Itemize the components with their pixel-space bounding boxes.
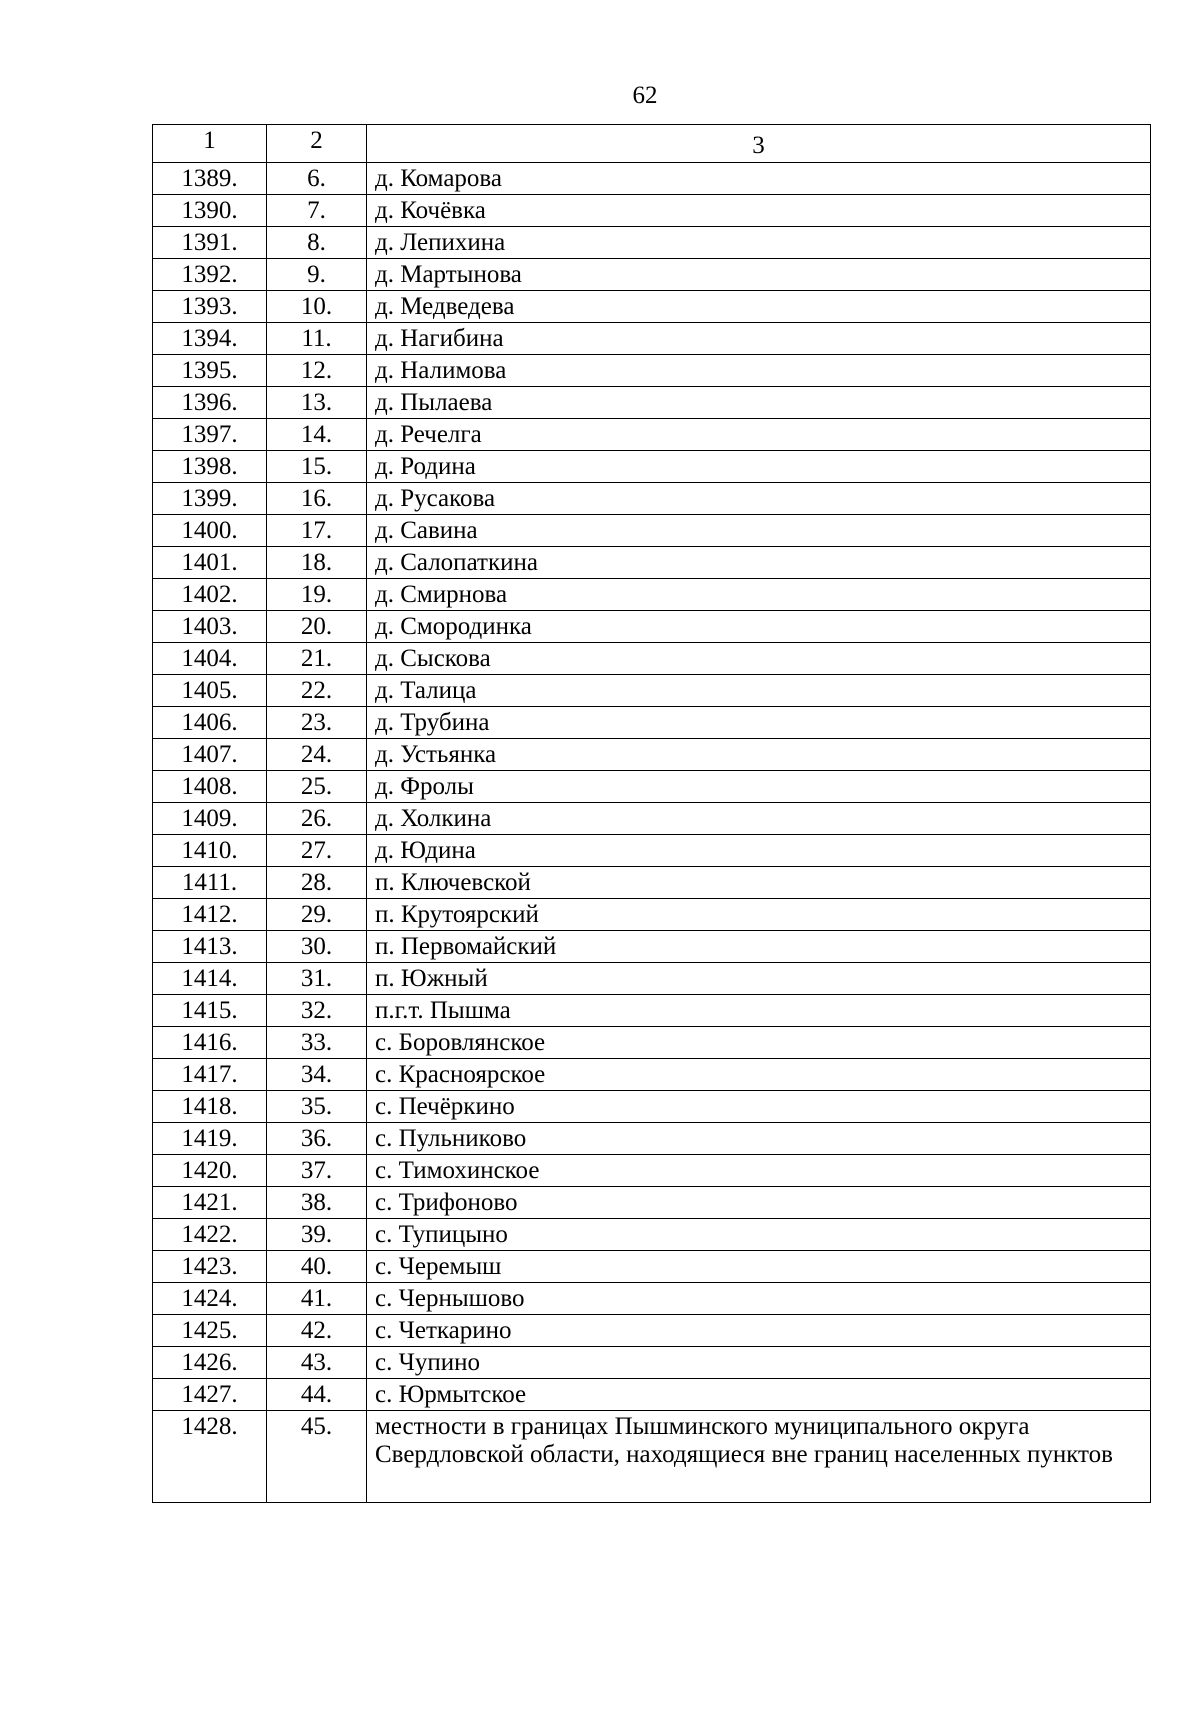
row-index-cell: 1390. bbox=[153, 195, 267, 227]
row-number-cell: 41. bbox=[267, 1283, 367, 1315]
locality-name-cell: с. Боровлянское bbox=[367, 1027, 1151, 1059]
table-row bbox=[153, 611, 1151, 643]
row-index-cell: 1395. bbox=[153, 355, 267, 387]
table-row bbox=[153, 931, 1151, 963]
row-number-cell: 16. bbox=[267, 483, 367, 515]
row-number-cell: 38. bbox=[267, 1187, 367, 1219]
row-number-cell: 19. bbox=[267, 579, 367, 611]
table-row bbox=[153, 707, 1151, 739]
row-index-cell: 1425. bbox=[153, 1315, 267, 1347]
row-number-cell: 36. bbox=[267, 1123, 367, 1155]
row-number-cell: 7. bbox=[267, 195, 367, 227]
locality-name-cell: с. Трифоново bbox=[367, 1187, 1151, 1219]
table-row bbox=[153, 1219, 1151, 1251]
table-row bbox=[153, 195, 1151, 227]
locality-name-cell: с. Пульниково bbox=[367, 1123, 1151, 1155]
table-row bbox=[153, 1091, 1151, 1123]
row-number-cell: 13. bbox=[267, 387, 367, 419]
row-number-cell: 27. bbox=[267, 835, 367, 867]
locality-name-cell: д. Комарова bbox=[367, 163, 1151, 195]
header-cell-1: 1 bbox=[153, 125, 267, 163]
row-index-cell: 1410. bbox=[153, 835, 267, 867]
locality-name-cell: д. Холкина bbox=[367, 803, 1151, 835]
row-index-cell: 1393. bbox=[153, 291, 267, 323]
row-index-cell: 1409. bbox=[153, 803, 267, 835]
table-row bbox=[153, 291, 1151, 323]
table-row bbox=[153, 643, 1151, 675]
locality-name-cell: д. Талица bbox=[367, 675, 1151, 707]
locality-name-cell: п. Ключевской bbox=[367, 867, 1151, 899]
table-row bbox=[153, 387, 1151, 419]
row-index-cell: 1411. bbox=[153, 867, 267, 899]
locality-name-cell: с. Четкарино bbox=[367, 1315, 1151, 1347]
table-row bbox=[153, 1283, 1151, 1315]
row-index-cell: 1407. bbox=[153, 739, 267, 771]
row-number-cell: 29. bbox=[267, 899, 367, 931]
row-index-cell: 1414. bbox=[153, 963, 267, 995]
table-row bbox=[153, 451, 1151, 483]
table-row bbox=[153, 1379, 1151, 1411]
row-number-cell: 11. bbox=[267, 323, 367, 355]
row-index-cell: 1391. bbox=[153, 227, 267, 259]
row-number-cell: 30. bbox=[267, 931, 367, 963]
row-index-cell: 1416. bbox=[153, 1027, 267, 1059]
locality-name-cell: д. Речелга bbox=[367, 419, 1151, 451]
row-index-cell: 1408. bbox=[153, 771, 267, 803]
locality-name-cell: д. Мартынова bbox=[367, 259, 1151, 291]
locality-name-cell: д. Салопаткина bbox=[367, 547, 1151, 579]
row-index-cell: 1392. bbox=[153, 259, 267, 291]
row-index-cell: 1428. bbox=[153, 1411, 267, 1503]
row-number-cell: 37. bbox=[267, 1155, 367, 1187]
locality-name-cell: д. Устьянка bbox=[367, 739, 1151, 771]
table-row bbox=[153, 803, 1151, 835]
table-row bbox=[153, 1315, 1151, 1347]
table-header-row bbox=[153, 125, 1151, 163]
row-index-cell: 1418. bbox=[153, 1091, 267, 1123]
locality-name-cell: д. Медведева bbox=[367, 291, 1151, 323]
row-number-cell: 33. bbox=[267, 1027, 367, 1059]
locality-name-cell: д. Савина bbox=[367, 515, 1151, 547]
row-number-cell: 24. bbox=[267, 739, 367, 771]
table-row bbox=[153, 1251, 1151, 1283]
locality-name-cell: с. Печёркино bbox=[367, 1091, 1151, 1123]
row-index-cell: 1424. bbox=[153, 1283, 267, 1315]
locality-name-cell: п. Южный bbox=[367, 963, 1151, 995]
locality-name-cell: п. Первомайский bbox=[367, 931, 1151, 963]
row-number-cell: 9. bbox=[267, 259, 367, 291]
row-number-cell: 23. bbox=[267, 707, 367, 739]
row-index-cell: 1413. bbox=[153, 931, 267, 963]
locality-name-cell: с. Черемыш bbox=[367, 1251, 1151, 1283]
row-index-cell: 1400. bbox=[153, 515, 267, 547]
table-row bbox=[153, 579, 1151, 611]
table-row bbox=[153, 995, 1151, 1027]
row-number-cell: 15. bbox=[267, 451, 367, 483]
header-cell-3: 3 bbox=[367, 125, 1151, 163]
row-index-cell: 1422. bbox=[153, 1219, 267, 1251]
row-number-cell: 44. bbox=[267, 1379, 367, 1411]
locality-name-cell: с. Юрмытское bbox=[367, 1379, 1151, 1411]
row-number-cell: 22. bbox=[267, 675, 367, 707]
row-index-cell: 1402. bbox=[153, 579, 267, 611]
table-row bbox=[153, 739, 1151, 771]
header-cell-2: 2 bbox=[267, 125, 367, 163]
row-index-cell: 1397. bbox=[153, 419, 267, 451]
locality-name-cell: д. Смородинка bbox=[367, 611, 1151, 643]
table-row bbox=[153, 1059, 1151, 1091]
locality-name-cell: п. Крутоярский bbox=[367, 899, 1151, 931]
row-index-cell: 1423. bbox=[153, 1251, 267, 1283]
locality-name-cell: с. Красноярское bbox=[367, 1059, 1151, 1091]
row-index-cell: 1389. bbox=[153, 163, 267, 195]
row-index-cell: 1426. bbox=[153, 1347, 267, 1379]
row-index-cell: 1427. bbox=[153, 1379, 267, 1411]
table-row bbox=[153, 515, 1151, 547]
table-row bbox=[153, 323, 1151, 355]
row-index-cell: 1417. bbox=[153, 1059, 267, 1091]
table-row bbox=[153, 899, 1151, 931]
row-number-cell: 39. bbox=[267, 1219, 367, 1251]
row-index-cell: 1405. bbox=[153, 675, 267, 707]
locality-name-cell: д. Юдина bbox=[367, 835, 1151, 867]
locality-name-cell: с. Тимохинское bbox=[367, 1155, 1151, 1187]
row-number-cell: 34. bbox=[267, 1059, 367, 1091]
table-row bbox=[153, 867, 1151, 899]
row-number-cell: 12. bbox=[267, 355, 367, 387]
table-row bbox=[153, 163, 1151, 195]
locality-name-cell: д. Пылаева bbox=[367, 387, 1151, 419]
row-number-cell: 25. bbox=[267, 771, 367, 803]
row-number-cell: 43. bbox=[267, 1347, 367, 1379]
locality-name-cell: с. Чупино bbox=[367, 1347, 1151, 1379]
row-number-cell: 42. bbox=[267, 1315, 367, 1347]
table-row bbox=[153, 1027, 1151, 1059]
row-number-cell: 21. bbox=[267, 643, 367, 675]
row-number-cell: 31. bbox=[267, 963, 367, 995]
table-row bbox=[153, 1123, 1151, 1155]
row-index-cell: 1420. bbox=[153, 1155, 267, 1187]
row-number-cell: 28. bbox=[267, 867, 367, 899]
locality-name-cell: местности в границах Пышминского муниципального округа Свердловской области, находящиеся вне границ населенных пунктов bbox=[367, 1411, 1151, 1503]
row-number-cell: 17. bbox=[267, 515, 367, 547]
row-number-cell: 32. bbox=[267, 995, 367, 1027]
locality-name-cell: д. Налимова bbox=[367, 355, 1151, 387]
locality-name-cell: д. Сыскова bbox=[367, 643, 1151, 675]
row-number-cell: 35. bbox=[267, 1091, 367, 1123]
locality-name-cell: д. Смирнова bbox=[367, 579, 1151, 611]
table-row bbox=[153, 227, 1151, 259]
table-row bbox=[153, 771, 1151, 803]
row-index-cell: 1398. bbox=[153, 451, 267, 483]
table-body bbox=[153, 125, 1151, 1503]
row-number-cell: 20. bbox=[267, 611, 367, 643]
table-row bbox=[153, 483, 1151, 515]
row-number-cell: 18. bbox=[267, 547, 367, 579]
row-number-cell: 45. bbox=[267, 1411, 367, 1503]
table-row bbox=[153, 355, 1151, 387]
row-index-cell: 1401. bbox=[153, 547, 267, 579]
row-index-cell: 1394. bbox=[153, 323, 267, 355]
row-index-cell: 1396. bbox=[153, 387, 267, 419]
row-number-cell: 40. bbox=[267, 1251, 367, 1283]
locality-name-cell: д. Родина bbox=[367, 451, 1151, 483]
row-index-cell: 1421. bbox=[153, 1187, 267, 1219]
row-number-cell: 10. bbox=[267, 291, 367, 323]
locality-name-cell: п.г.т. Пышма bbox=[367, 995, 1151, 1027]
locality-name-cell: д. Лепихина bbox=[367, 227, 1151, 259]
row-number-cell: 6. bbox=[267, 163, 367, 195]
table-row bbox=[153, 419, 1151, 451]
row-number-cell: 14. bbox=[267, 419, 367, 451]
table-row bbox=[153, 1347, 1151, 1379]
locality-name-cell: д. Фролы bbox=[367, 771, 1151, 803]
locality-name-cell: д. Русакова bbox=[367, 483, 1151, 515]
table-row bbox=[153, 547, 1151, 579]
locality-name-cell: д. Нагибина bbox=[367, 323, 1151, 355]
table-row bbox=[153, 963, 1151, 995]
row-index-cell: 1419. bbox=[153, 1123, 267, 1155]
locality-name-cell: д. Трубина bbox=[367, 707, 1151, 739]
locality-name-cell: д. Кочёвка bbox=[367, 195, 1151, 227]
row-index-cell: 1412. bbox=[153, 899, 267, 931]
table-row bbox=[153, 675, 1151, 707]
row-index-cell: 1415. bbox=[153, 995, 267, 1027]
table-row bbox=[153, 259, 1151, 291]
table-row bbox=[153, 835, 1151, 867]
table-row bbox=[153, 1411, 1151, 1503]
table-row bbox=[153, 1187, 1151, 1219]
row-index-cell: 1406. bbox=[153, 707, 267, 739]
row-number-cell: 8. bbox=[267, 227, 367, 259]
row-index-cell: 1403. bbox=[153, 611, 267, 643]
page-number: 62 bbox=[632, 82, 658, 109]
row-index-cell: 1404. bbox=[153, 643, 267, 675]
table-row bbox=[153, 1155, 1151, 1187]
locality-name-cell: с. Тупицыно bbox=[367, 1219, 1151, 1251]
row-number-cell: 26. bbox=[267, 803, 367, 835]
row-index-cell: 1399. bbox=[153, 483, 267, 515]
locality-table bbox=[152, 124, 1151, 1503]
locality-name-cell: с. Чернышово bbox=[367, 1283, 1151, 1315]
